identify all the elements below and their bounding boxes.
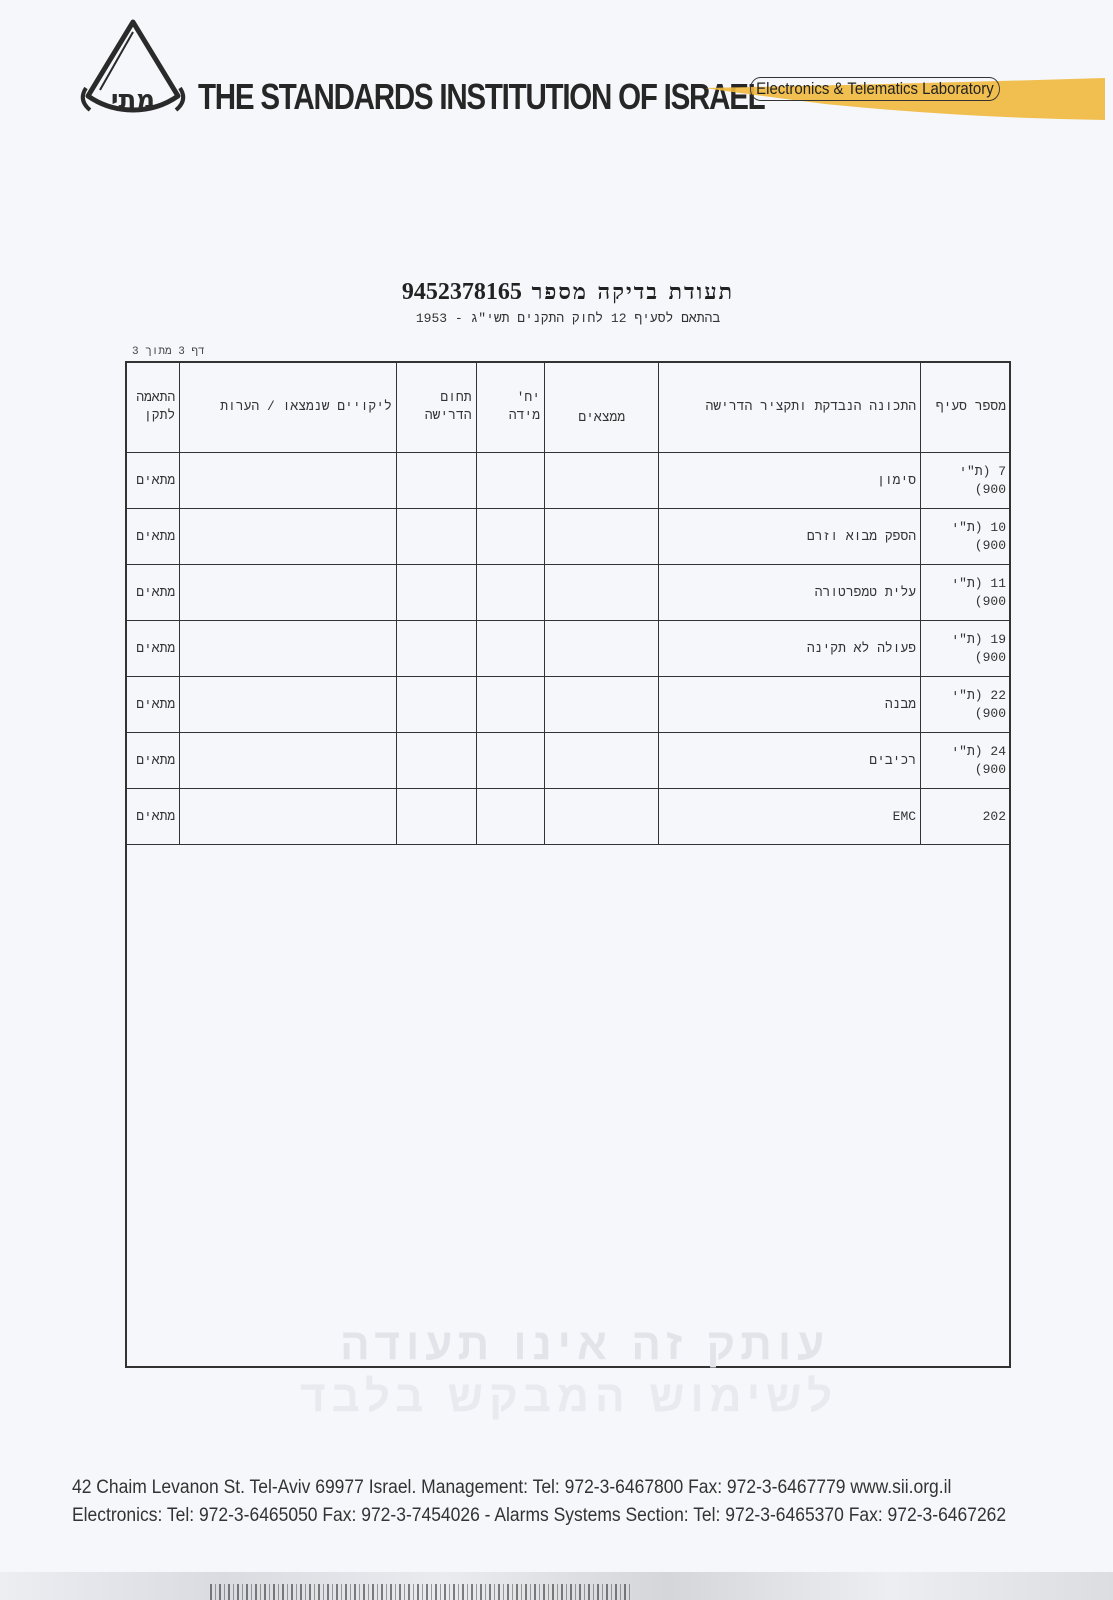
cell-property: הספק מבוא וזרם [659, 509, 921, 565]
cell-defects [180, 453, 397, 509]
cell-compliance: מתאים [126, 509, 180, 565]
cell-unit [476, 453, 544, 509]
watermark-line-2: לשימוש המבקש בלבד [300, 1372, 839, 1421]
cell-range [396, 565, 476, 621]
table-row [126, 453, 1011, 509]
cell-unit [476, 565, 544, 621]
org-name: THE STANDARDS INSTITUTION OF ISRAEL [198, 76, 765, 117]
cell-unit [476, 733, 544, 789]
cell-defects [180, 565, 397, 621]
watermark-line-1: עותק זה אינו תעודה [340, 1320, 831, 1369]
cell-unit [476, 677, 544, 733]
page-number: דף 3 מתוך 3 [132, 346, 205, 358]
cell-range [396, 677, 476, 733]
cell-findings [545, 509, 659, 565]
cell-compliance: מתאים [126, 621, 180, 677]
table-header-row [126, 362, 1011, 453]
header-findings: ממצאים [545, 362, 659, 453]
table-row [126, 621, 1011, 677]
cell-compliance: מתאים [126, 789, 180, 845]
logo-text: מתי [110, 85, 156, 115]
cell-findings [545, 453, 659, 509]
cell-property: מבנה [659, 677, 921, 733]
cell-range [396, 789, 476, 845]
cell-defects [180, 733, 397, 789]
lab-name: Electronics & Telematics Laboratory [750, 77, 1000, 101]
cell-findings [545, 565, 659, 621]
cell-defects [180, 677, 397, 733]
cell-defects [180, 509, 397, 565]
cell-range [396, 621, 476, 677]
cell-clause: 19 (ת"י 900) [921, 621, 1011, 677]
footer-address: 42 Chaim Levanon St. Tel-Aviv 69977 Israel. Management: Tel: 972-3-6467800 Fax: 972-3-6467779 www.sii.org.il [72, 1477, 952, 1498]
cell-property: עלית טמפרטורה [659, 565, 921, 621]
cell-compliance: מתאים [126, 733, 180, 789]
cell-findings [545, 733, 659, 789]
cell-property: סימון [659, 453, 921, 509]
cell-clause: 24 (ת"י 900) [921, 733, 1011, 789]
cell-unit [476, 789, 544, 845]
table-row [126, 733, 1011, 789]
header-compliance: התאמה לתקן [126, 362, 180, 453]
cell-clause: 10 (ת"י 900) [921, 509, 1011, 565]
cell-clause: 11 (ת"י 900) [921, 565, 1011, 621]
cell-compliance: מתאים [126, 677, 180, 733]
table-row [126, 509, 1011, 565]
results-table [125, 361, 1011, 845]
cell-unit [476, 509, 544, 565]
header-property: התכונה הנבדקת ותקציר הדרישה [659, 362, 921, 453]
cell-compliance: מתאים [126, 453, 180, 509]
cell-findings [545, 677, 659, 733]
cell-property: פעולה לא תקינה [659, 621, 921, 677]
table-row [126, 677, 1011, 733]
header-unit: יח' מידה [476, 362, 544, 453]
sii-logo [78, 18, 188, 118]
cell-clause: 202 [921, 789, 1011, 845]
barcode [210, 1584, 630, 1600]
cell-range [396, 509, 476, 565]
header-defects: ליקויים שנמצאו / הערות [180, 362, 397, 453]
cell-compliance: מתאים [126, 565, 180, 621]
cell-range [396, 453, 476, 509]
cell-range [396, 733, 476, 789]
cell-defects [180, 621, 397, 677]
cell-findings [545, 789, 659, 845]
document-title [348, 279, 788, 306]
footer-contacts: Electronics: Tel: 972-3-6465050 Fax: 972-3-7454026 - Alarms Systems Section: Tel: 972-3-6465370 Fax: 972-3-6467262 [72, 1505, 1007, 1526]
cell-findings [545, 621, 659, 677]
table-row [126, 565, 1011, 621]
certificate-number: 9452378165 [401, 279, 522, 305]
cell-defects [180, 789, 397, 845]
cell-clause: 22 (ת"י 900) [921, 677, 1011, 733]
header-clause: מספר סעיף [921, 362, 1011, 453]
cell-property: EMC [659, 789, 921, 845]
title-prefix: תעודת בדיקה מספר [531, 279, 735, 305]
cell-unit [476, 621, 544, 677]
header-range: תחום הדרישה [396, 362, 476, 453]
cell-clause: 7 (ת"י 900) [921, 453, 1011, 509]
cell-property: רכיבים [659, 733, 921, 789]
table-row [126, 789, 1011, 845]
document-subtitle: בהתאם לסעיף 12 לחוק התקנים תשי"ג - 1953 [415, 311, 721, 326]
